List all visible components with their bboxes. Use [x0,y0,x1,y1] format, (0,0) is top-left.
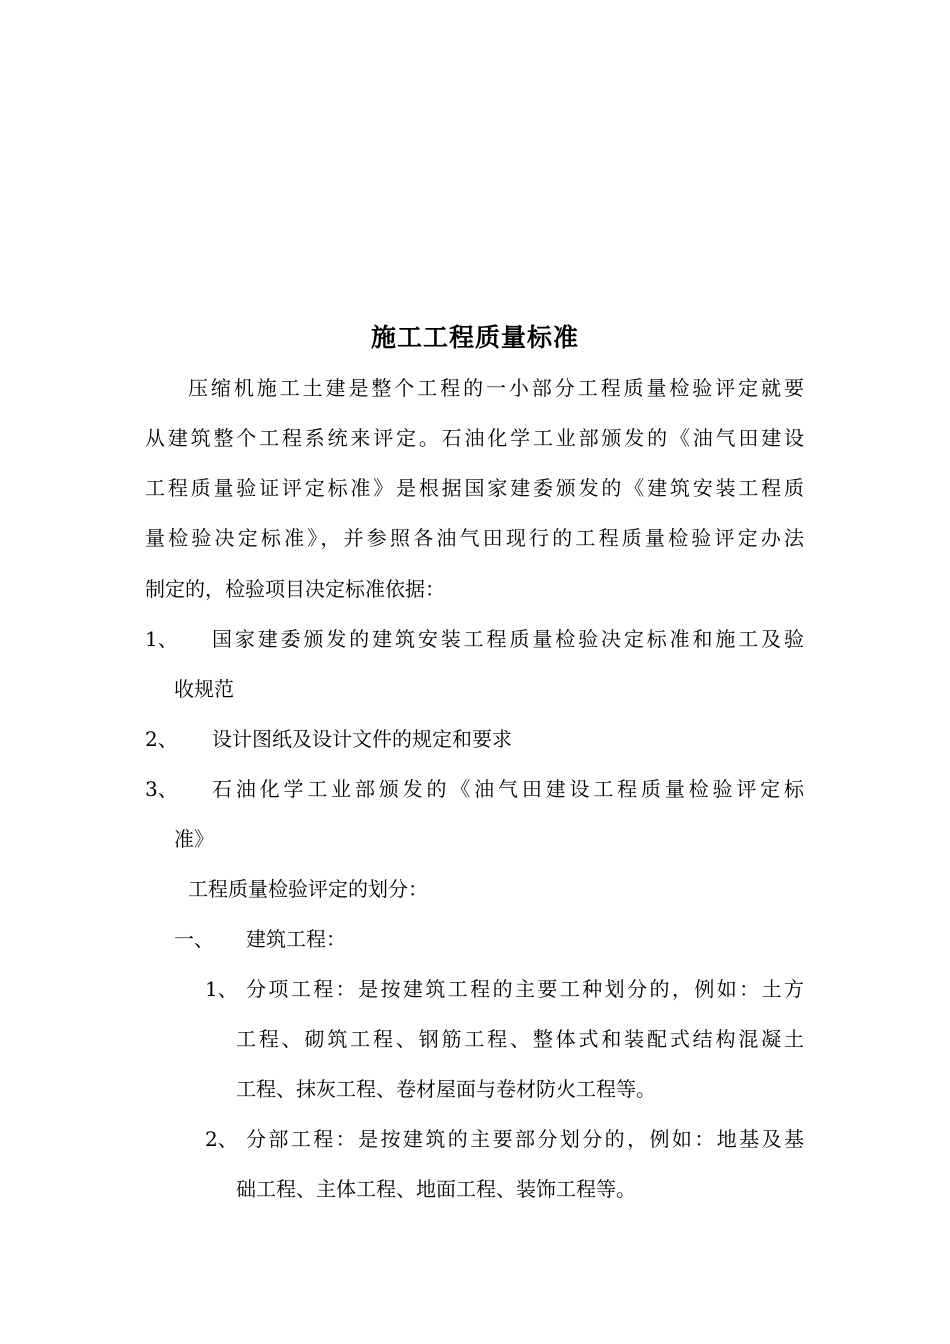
sub-item-1-line-1: 分项工程：是按建筑工程的主要工种划分的，例如：土方 [246,977,804,1001]
sub-item-1-number: 1、 [205,977,238,1001]
basis-item-2-number: 2、 [145,727,178,751]
basis-item-1-number: 1、 [145,627,178,651]
section-one-number: 一、 [174,927,214,951]
intro-line-3: 工程质量验证评定标准》是根据国家建委颁发的《建筑安装工程质 [145,476,804,500]
sub-item-1-line-3: 工程、抹灰工程、卷材屋面与卷材防火工程等。 [236,1077,656,1101]
intro-line-2: 从建筑整个工程系统来评定。石油化学工业部颁发的《油气田建设 [145,426,804,450]
basis-item-3-number: 3、 [145,777,178,801]
document-title: 施工工程质量标准 [370,323,579,352]
intro-line-1: 压缩机施工土建是整个工程的一小部分工程质量检验评定就要 [188,376,804,400]
sub-item-2-line-2: 础工程、主体工程、地面工程、装饰工程等。 [236,1177,636,1201]
intro-line-5: 制定的，检验项目决定标准依据： [145,577,445,601]
intro-line-4: 量检验决定标准》，并参照各油气田现行的工程质量检验评定办法 [145,526,804,550]
basis-item-3-line-1: 石油化学工业部颁发的《油气田建设工程质量检验评定标 [212,777,804,801]
section-one-label: 建筑工程： [246,927,346,951]
basis-item-2-line-1: 设计图纸及设计文件的规定和要求 [212,727,512,751]
sub-item-1-line-2: 工程、砌筑工程、钢筋工程、整体式和装配式结构混凝土 [236,1027,804,1051]
basis-item-1-line-1: 国家建委颁发的建筑安装工程质量检验决定标准和施工及验 [212,627,804,651]
basis-item-1-line-2: 收规范 [174,677,234,701]
sub-item-2-number: 2、 [205,1127,238,1151]
division-heading: 工程质量检验评定的划分： [188,877,428,901]
sub-item-2-line-1: 分部工程：是按建筑的主要部分划分的，例如：地基及基 [246,1127,804,1151]
basis-item-3-line-2: 准》 [174,827,214,851]
